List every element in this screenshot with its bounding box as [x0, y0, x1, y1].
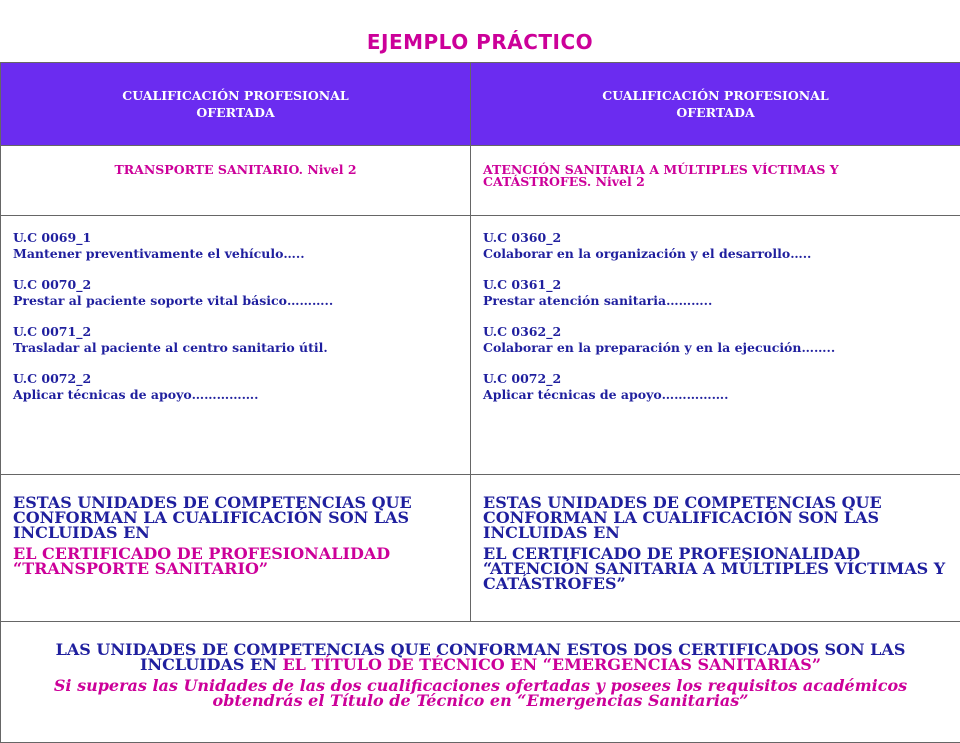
certificate-right [471, 475, 960, 622]
unit-item [483, 277, 948, 309]
unit-code: U.C 0361_2 [483, 277, 948, 293]
unit-item [483, 230, 948, 262]
unit-desc: Aplicar técnicas de apoyo……………. [483, 387, 948, 403]
certificate-left [1, 475, 471, 622]
unit-code: U.C 0072_2 [483, 371, 948, 387]
unit-item [13, 371, 458, 403]
unit-code: U.C 0362_2 [483, 324, 948, 340]
unit-desc: Mantener preventivamente el vehículo….. [13, 246, 458, 262]
unit-item [13, 277, 458, 309]
header-left-line2: OFERTADA [1, 104, 470, 121]
certificate-row [1, 475, 960, 622]
units-right [471, 216, 960, 475]
certificate-intro: ESTAS UNIDADES DE COMPETENCIAS QUE CONFORMAN LA CUALIFICACIÓN SON LAS INCLUIDAS EN [13, 495, 458, 540]
certificate-name: EL CERTIFICADO DE PROFESIONALIDAD “TRANSPORTE SANITARIO” [13, 546, 458, 576]
unit-item [13, 230, 458, 262]
unit-desc: Trasladar al paciente al centro sanitario útil. [13, 340, 458, 356]
header-row [1, 63, 960, 146]
certificate-intro: ESTAS UNIDADES DE COMPETENCIAS QUE CONFORMAN LA CUALIFICACIÓN SON LAS INCLUIDAS EN [483, 495, 948, 540]
footer-row [1, 622, 960, 743]
header-right [471, 63, 960, 146]
unit-code: U.C 0069_1 [13, 230, 458, 246]
units-row [1, 216, 960, 475]
footer-note: Si superas las Unidades de las dos cualificaciones ofertadas y posees los requisitos académicos obtendrás el Título de Técnico en “Emergencias Sanitarias” [25, 678, 936, 708]
header-right-line2: OFERTADA [471, 104, 960, 121]
unit-desc: Prestar atención sanitaria……….. [483, 293, 948, 309]
header-right-line1: CUALIFICACIÓN PROFESIONAL [471, 87, 960, 104]
qualification-row [1, 146, 960, 216]
unit-code: U.C 0071_2 [13, 324, 458, 340]
unit-desc: Aplicar técnicas de apoyo……………. [13, 387, 458, 403]
footer-cell [1, 622, 960, 743]
unit-code: U.C 0070_2 [13, 277, 458, 293]
unit-desc: Colaborar en la organización y el desarrollo….. [483, 246, 948, 262]
qualification-left: TRANSPORTE SANITARIO. Nivel 2 [1, 146, 471, 216]
qualification-right: ATENCIÓN SANITARIA A MÚLTIPLES VÍCTIMAS Y CATÁSTROFES. Nivel 2 [471, 146, 960, 216]
footer-line-pink: EL TÍTULO DE TÉCNICO EN “EMERGENCIAS SANITARIAS” [282, 655, 821, 674]
unit-code: U.C 0360_2 [483, 230, 948, 246]
unit-item [483, 324, 948, 356]
footer-line-navy: LAS UNIDADES DE COMPETENCIAS QUE CONFORMAN ESTOS DOS CERTIFICADOS SON LAS INCLUIDAS EN [56, 640, 906, 674]
header-left-line1: CUALIFICACIÓN PROFESIONAL [1, 87, 470, 104]
unit-item [13, 324, 458, 356]
units-left [1, 216, 471, 475]
unit-desc: Prestar al paciente soporte vital básico……….. [13, 293, 458, 309]
unit-desc: Colaborar en la preparación y en la ejecución…….. [483, 340, 948, 356]
header-left [1, 63, 471, 146]
qualification-table [0, 62, 960, 743]
footer-statement [25, 642, 936, 672]
unit-item [483, 371, 948, 403]
certificate-name: EL CERTIFICADO DE PROFESIONALIDAD “ATENCIÓN SANITARIA A MÚLTIPLES VÍCTIMAS Y CATÁSTROFES” [483, 546, 948, 591]
page-title: EJEMPLO PRÁCTICO [0, 30, 960, 54]
unit-code: U.C 0072_2 [13, 371, 458, 387]
